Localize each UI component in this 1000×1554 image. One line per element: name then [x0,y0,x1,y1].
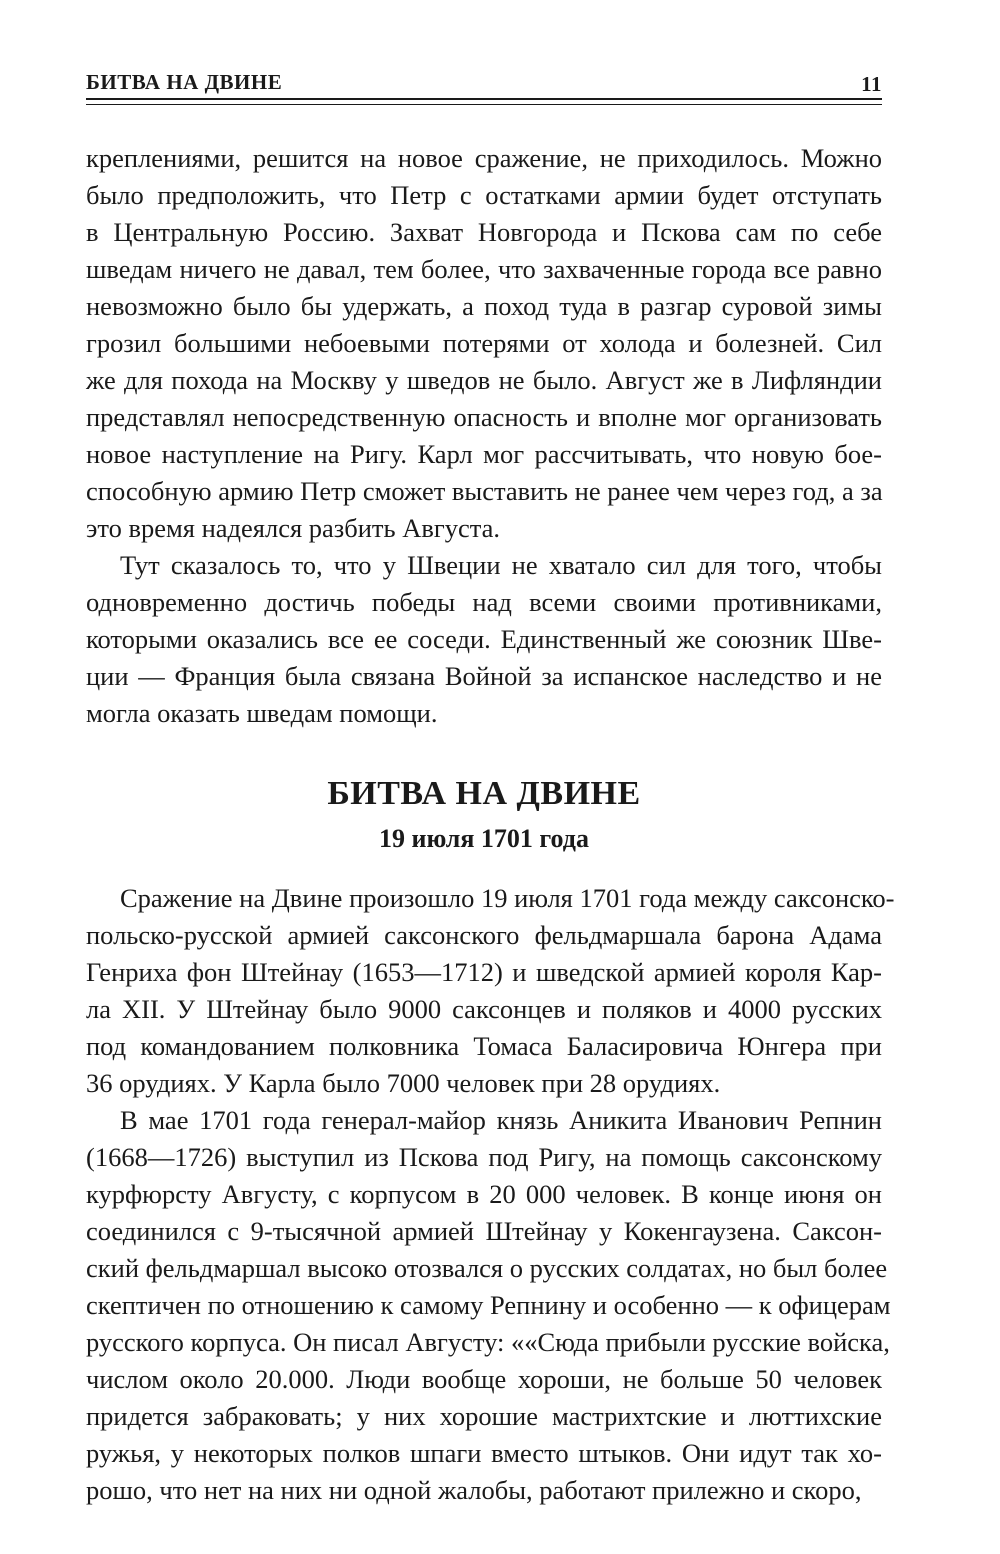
section-title: БИТВА НА ДВИНЕ [327,775,641,812]
text-line: (1668—1726) выступил из Пскова под Ригу, на помощь саксонскому [86,1142,882,1172]
section-date: 19 июля 1701 года [379,824,589,853]
text-line: ружья, у некоторых полков шпаги вместо штыков. Они идут так хо- [86,1438,882,1468]
text-line: под командованием полковника Томаса Баласировича Юнгера при [86,1031,882,1061]
text-line: В мае 1701 года генерал-майор князь Аникита Иванович Репнин [120,1105,882,1135]
page-number: 11 [861,72,882,96]
text-line: числом около 20.000. Люди вообще хороши, не больше 50 человек [86,1364,882,1394]
paragraph [86,547,882,732]
text-line: ский фельдмаршал высоко отозвался о русских солдатах, но был более [86,1253,888,1283]
paragraph [86,1102,891,1509]
text-line: рошо, что нет на них ни одной жалобы, работают прилежно и скоро, [86,1475,862,1505]
text-line: курфюрсту Августу, с корпусом в 20 000 человек. В конце июня он [86,1179,882,1209]
text-line: Сражение на Двине произошло 19 июля 1701 года между саксонско- [120,883,895,913]
running-head [86,66,882,98]
paragraph [86,140,882,547]
text-line: одновременно достичь победы над всеми своими противниками, [86,587,882,617]
text-line: же для похода на Москву у шведов не было. Август же в Лифляндии [86,365,882,395]
text-line: придется забраковать; у них хорошие мастрихтские и люттихские [86,1401,882,1431]
header-rule-thin [86,104,882,105]
text-line: представлял непосредственную опасность и вполне мог организовать [86,402,882,432]
running-head-title: БИТВА НА ДВИНЕ [86,70,283,94]
text-line: невозможно было бы удержать, а поход туда в разгар суровой зимы [86,291,882,321]
body-text [86,140,895,1509]
paragraph [86,880,895,1102]
text-line: соединился с 9-тысячной армией Штейнау у Кокенгаузена. Саксон- [86,1216,882,1246]
text-line: 36 орудиях. У Карла было 7000 человек при 28 орудиях. [86,1068,721,1098]
text-line: грозил большими небоевыми потерями от холода и болезней. Сил [86,328,882,358]
text-line: ла XII. У Штейнау было 9000 саксонцев и поляков и 4000 русских [86,994,882,1024]
text-line: Генриха фон Штейнау (1653—1712) и шведской армией короля Кар- [86,957,882,987]
text-line: которыми оказались все ее соседи. Единственный же союзник Шве- [86,624,882,654]
text-line: новое наступление на Ригу. Карл мог рассчитывать, что новую бое- [86,439,882,469]
text-line: могла оказать шведам помощи. [86,698,438,728]
text-line: польско-русской армией саксонского фельдмаршала барона Адама [86,920,882,950]
text-line: креплениями, решится на новое сражение, не приходилось. Можно [86,143,882,173]
text-line: это время надеялся разбить Августа. [86,513,501,543]
text-line: Тут сказалось то, что у Швеции не хватало сил для того, чтобы [120,550,882,580]
header-rule-thick [86,98,882,100]
text-line: в Центральную Россию. Захват Новгорода и Пскова сам по себе [86,217,882,247]
text-line: русского корпуса. Он писал Августу: ««Сюда прибыли русские войска, [86,1327,890,1357]
text-line: было предположить, что Петр с остатками армии будет отступать [86,180,882,210]
text-line: способную армию Петр сможет выставить не ранее чем через год, а за [86,476,883,506]
text-line: скептичен по отношению к самому Репнину и особенно — к офицерам [86,1290,891,1320]
text-line: ции — Франция была связана Войной за испанское наследство и не [86,661,882,691]
text-line: шведам ничего не давал, тем более, что захваченные города все равно [86,254,882,284]
